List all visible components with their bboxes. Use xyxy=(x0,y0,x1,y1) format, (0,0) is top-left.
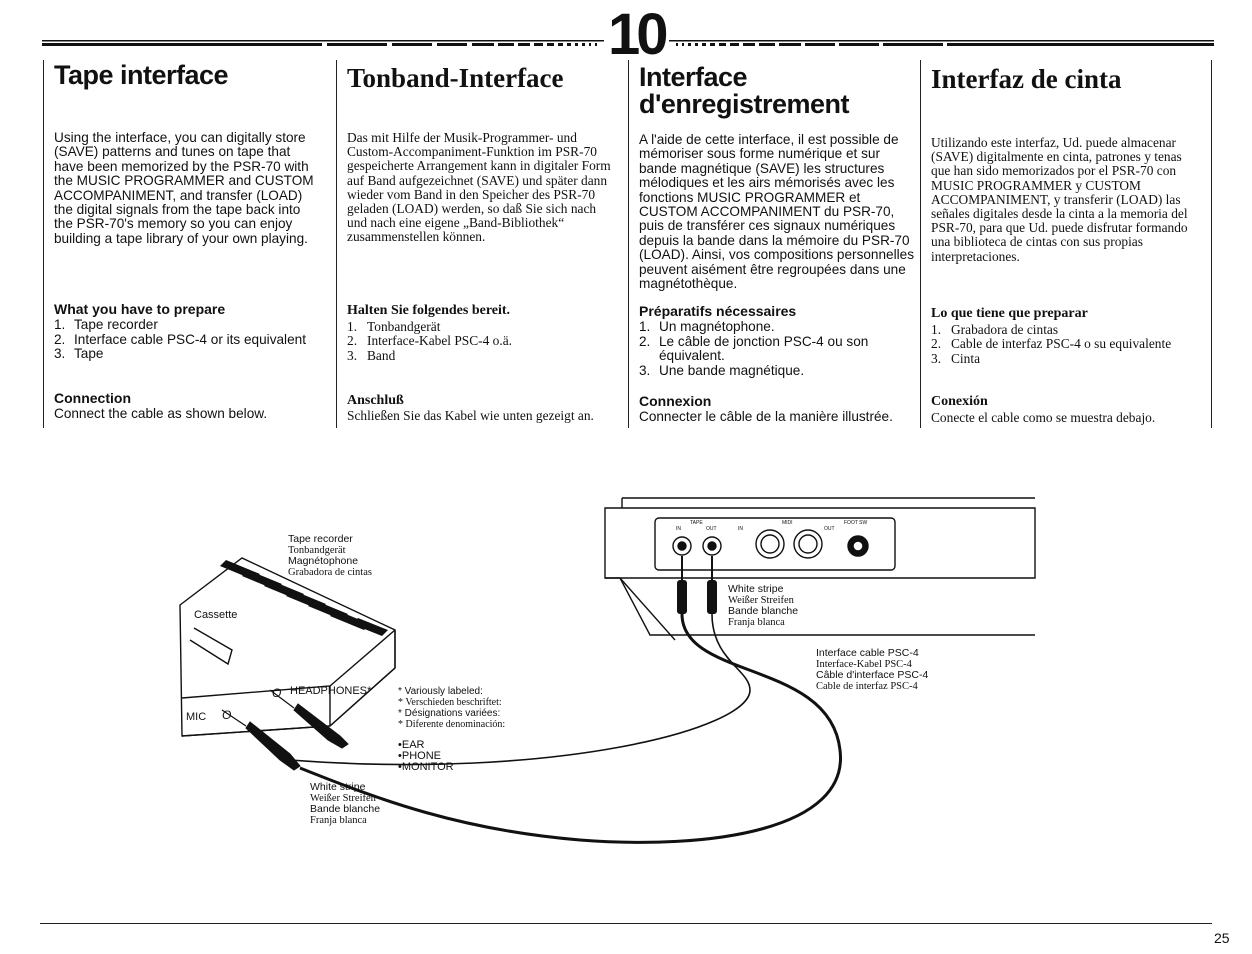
panel-label-midi-in: IN xyxy=(738,526,743,532)
column-spanish xyxy=(920,60,1196,428)
list-item: 2. Cable de interfaz PSC-4 o su equivalente xyxy=(931,336,1172,352)
section-title: Tonband-Interface xyxy=(347,63,564,93)
list-item: 2. Interface cable PSC-4 or its equivalent xyxy=(54,331,306,347)
intro-paragraph: Using the interface, you can digitally store (SAVE) patterns and tunes on tape that have been memorized by the PSR-70 with the MUSIC PROGRAMMER and CUSTOM ACCOMPANIMENT, and transfer (LOAD) the digital signals from the tape back into the PSR-70's memory so you can enjoy building a tape library of your own playing. xyxy=(54,130,314,246)
intro-paragraph: Das mit Hilfe der Musik-Programmer- und Custom-Accompaniment-Funktion im PSR-70 gespeicherte Arrangement kann in digitaler Form auf Band aufgezeichnet (SAVE) und später dann wieder vom Band in den Speicher des PSR-70 geladen (LOAD) werden, so daß Sie sich nach und nach eine eigene „Band-Bibliothek“ zusammenstellen können. xyxy=(347,130,611,245)
keyboard-plugs xyxy=(677,580,717,614)
list-item: 3. Band xyxy=(347,347,396,363)
column-french xyxy=(628,60,914,428)
prepare-list xyxy=(639,320,904,378)
white-stripe-label-right: White stripe Weißer Streifen Bande blanche Franja blanca xyxy=(728,583,799,628)
prepare-heading: Halten Sie folgendes bereit. xyxy=(347,303,511,318)
connection-heading: Anschluß xyxy=(347,393,404,408)
prepare-heading: Lo que tiene que preparar xyxy=(931,306,1088,321)
panel-label-in: IN xyxy=(676,526,681,532)
panel-label-midi-out: OUT xyxy=(824,526,835,532)
section-title: Interfaz de cinta xyxy=(931,64,1122,94)
prepare-list xyxy=(347,320,512,363)
connection-text: Conecte el cable como se muestra debajo. xyxy=(931,410,1156,425)
tape-recorder-body xyxy=(180,558,395,736)
variously-labeled-note: * Variously labeled: * Verschieden beschriftet: * Désignations variées: * Diferente denominación: xyxy=(398,686,506,730)
panel-label-midi: MIDI xyxy=(782,520,793,526)
list-item: 1. Grabadora de cintas xyxy=(931,322,1059,337)
intro-paragraph: A l'aide de cette interface, il est possible de mémoriser sous forme numérique et sur bande magnétique (SAVE) les structures mélodiques et les airs mémorisés avec les fonctions MUSIC PROGRAMMER et CUSTOM ACCOMPANIMENT du PSR-70, puis de transférer ces signaux numériques depuis la bande dans la mémoire du PSR-70 (LOAD). Ainsi, vos compositions personnelles peuvent aisément être regroupées dans une magnétothèque. xyxy=(639,132,915,292)
connection-heading: Conexión xyxy=(931,394,988,409)
interface-cable-label: Interface cable PSC-4 Interface-Kabel PSC-4 Câble d'interface PSC-4 Cable de interfaz PSC-4 xyxy=(816,647,929,692)
mic-jack-marker: O xyxy=(222,708,232,722)
list-item: 1. Un magnétophone. xyxy=(639,319,775,334)
list-item: 1. Tape recorder xyxy=(54,317,158,332)
list-item: 2. Le câble de jonction PSC-4 ou son équivalent. xyxy=(639,333,869,364)
list-item: 1. Tonbandgerät xyxy=(347,319,441,334)
panel-label-tape: TAPE xyxy=(690,520,703,526)
connection-text: Connect the cable as shown below. xyxy=(54,406,268,421)
column-english xyxy=(43,60,319,428)
connection-heading: Connexion xyxy=(639,393,712,409)
prepare-list xyxy=(931,323,1171,366)
list-item: 2. Interface-Kabel PSC-4 o.ä. xyxy=(347,333,513,349)
headphones-jack-label: HEADPHONES* xyxy=(290,685,372,697)
headphones-jack-marker: O xyxy=(272,686,282,700)
white-stripe-label-left: White stripe Weißer Streifen Bande blanche Franja blanca xyxy=(310,781,381,826)
list-item: 3. Tape xyxy=(54,346,104,362)
section-title: Tape interface xyxy=(54,60,229,90)
prepare-heading: Préparatifs nécessaires xyxy=(639,303,797,319)
jack-names-list: •EAR •PHONE •MONITOR xyxy=(398,739,454,773)
connection-text: Connecter le câble de la manière illustrée. xyxy=(639,409,893,424)
panel-label-foot-sw: FOOT SW xyxy=(844,520,868,526)
footer-rule xyxy=(40,923,1212,924)
mic-jack-label: MIC xyxy=(186,711,207,723)
connection-heading: Connection xyxy=(54,390,131,406)
connection-diagram xyxy=(150,490,1050,870)
cassette-label: Cassette xyxy=(194,609,238,621)
list-item: 3. Cinta xyxy=(931,350,981,366)
prepare-heading: What you have to prepare xyxy=(54,301,226,317)
section-title: Interface d'enregistrement xyxy=(639,62,849,119)
connection-text: Schließen Sie das Kabel wie unten gezeigt an. xyxy=(347,408,594,423)
chapter-number: 10 xyxy=(604,6,669,64)
prepare-list xyxy=(54,318,306,362)
tape-recorder-label: Tape recorder Tonbandgerät Magnétophone Grabadora de cintas xyxy=(288,533,372,578)
column-end-rule xyxy=(1211,60,1212,428)
panel-label-out: OUT xyxy=(706,526,717,532)
column-german xyxy=(336,60,612,428)
list-item: 3. Une bande magnétique. xyxy=(639,362,805,378)
page-number: 25 xyxy=(1214,930,1230,946)
intro-paragraph: Utilizando este interfaz, Ud. puede almacenar (SAVE) digitalmente en cinta, patrones y tenas que han sido memorizados por el PSR-70 con MUSIC PROGRAMMER y CUSTOM ACCOMPANIMENT, y transferir (LOAD) las señales digitales desde la cinta a la memoria del PSR-70, para que Ud. puede disfrutar formando una biblioteca de cintas con sus propias interpretaciones. xyxy=(931,135,1188,264)
